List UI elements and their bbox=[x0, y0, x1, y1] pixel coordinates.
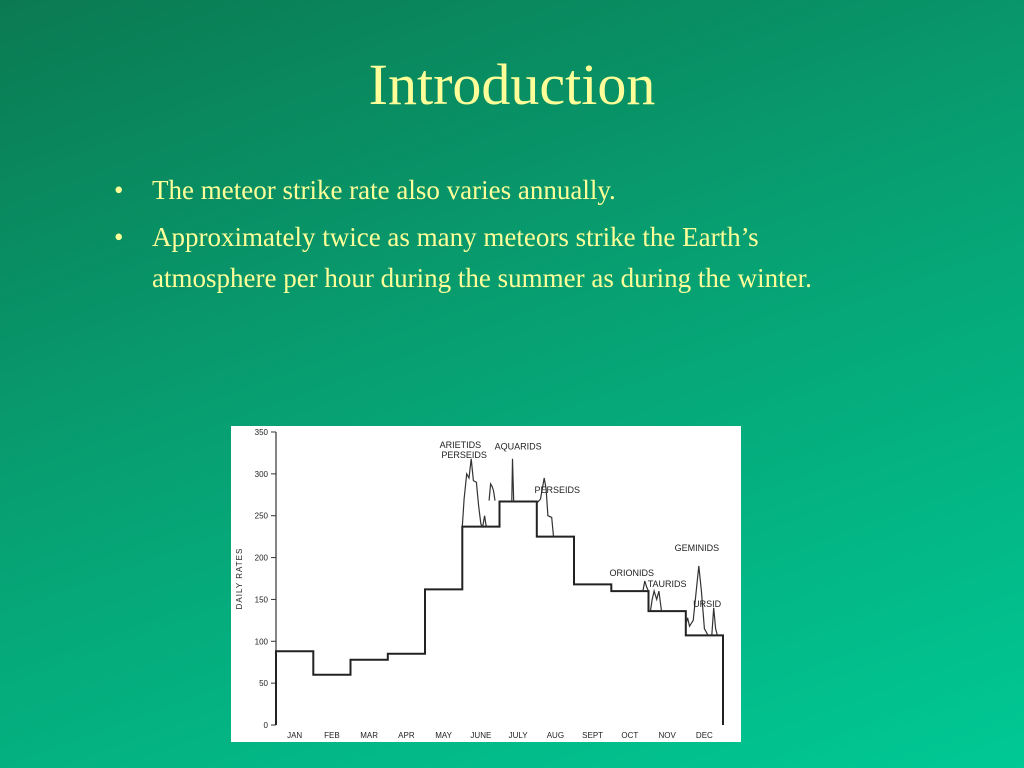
chart-svg bbox=[231, 426, 741, 742]
shower-label: TAURIDS bbox=[647, 578, 687, 589]
shower-label: PERSEIDS bbox=[534, 485, 580, 496]
y-tick-label: 350 bbox=[254, 428, 268, 437]
daily-rate-step-line bbox=[276, 502, 723, 726]
x-month-label: JULY bbox=[508, 731, 528, 740]
bullet-text: Approximately twice as many meteors strike the Earth’s atmosphere per hour during the summer as during the winter. bbox=[152, 222, 812, 293]
y-tick-label: 0 bbox=[263, 721, 268, 730]
bullet-item bbox=[112, 217, 872, 299]
y-tick-label: 150 bbox=[254, 595, 268, 605]
shower-peak-line bbox=[512, 459, 514, 502]
bullet-icon: • bbox=[114, 222, 124, 252]
shower-peak-line bbox=[489, 484, 495, 501]
shower-label: GEMINIDS bbox=[674, 542, 720, 553]
x-month-label: AUG bbox=[546, 731, 565, 740]
slide-title: Introduction bbox=[368, 52, 656, 117]
y-tick-label: 100 bbox=[254, 637, 268, 647]
shower-label: PERSEIDS bbox=[441, 449, 487, 460]
x-month-label: MAR bbox=[360, 731, 379, 740]
x-month-label: NOV bbox=[658, 731, 676, 740]
bullet-text: The meteor strike rate also varies annually. bbox=[152, 175, 616, 205]
y-tick-label: 300 bbox=[254, 469, 268, 479]
shower-peak-line bbox=[712, 608, 718, 636]
shower-peak-line bbox=[462, 459, 482, 527]
bullet-item bbox=[112, 170, 872, 211]
shower-label: AQUARIDS bbox=[494, 441, 542, 452]
x-month-label: JAN bbox=[287, 731, 303, 740]
shower-peak-line bbox=[483, 516, 489, 527]
y-tick-label: 50 bbox=[259, 679, 268, 689]
shower-peak-line bbox=[650, 591, 661, 611]
x-month-label: DEC bbox=[695, 731, 713, 740]
x-month-label: SEPT bbox=[582, 731, 604, 740]
y-tick-label: 250 bbox=[254, 511, 268, 521]
shower-label: ORIONIDS bbox=[609, 567, 654, 578]
x-month-label: OCT bbox=[621, 731, 639, 740]
shower-label: ARIETIDS bbox=[439, 439, 482, 450]
x-month-label: JUNE bbox=[470, 731, 492, 740]
meteor-rate-chart bbox=[231, 426, 741, 742]
y-tick-label: 200 bbox=[254, 553, 268, 563]
bullet-icon: • bbox=[114, 175, 124, 205]
shower-label: URSID bbox=[693, 598, 722, 609]
x-month-label: MAY bbox=[435, 731, 452, 740]
x-month-label: APR bbox=[398, 731, 415, 740]
y-axis-title: DAILY RATES bbox=[235, 547, 244, 610]
bullet-list bbox=[112, 170, 872, 305]
x-month-label: FEB bbox=[324, 731, 340, 740]
